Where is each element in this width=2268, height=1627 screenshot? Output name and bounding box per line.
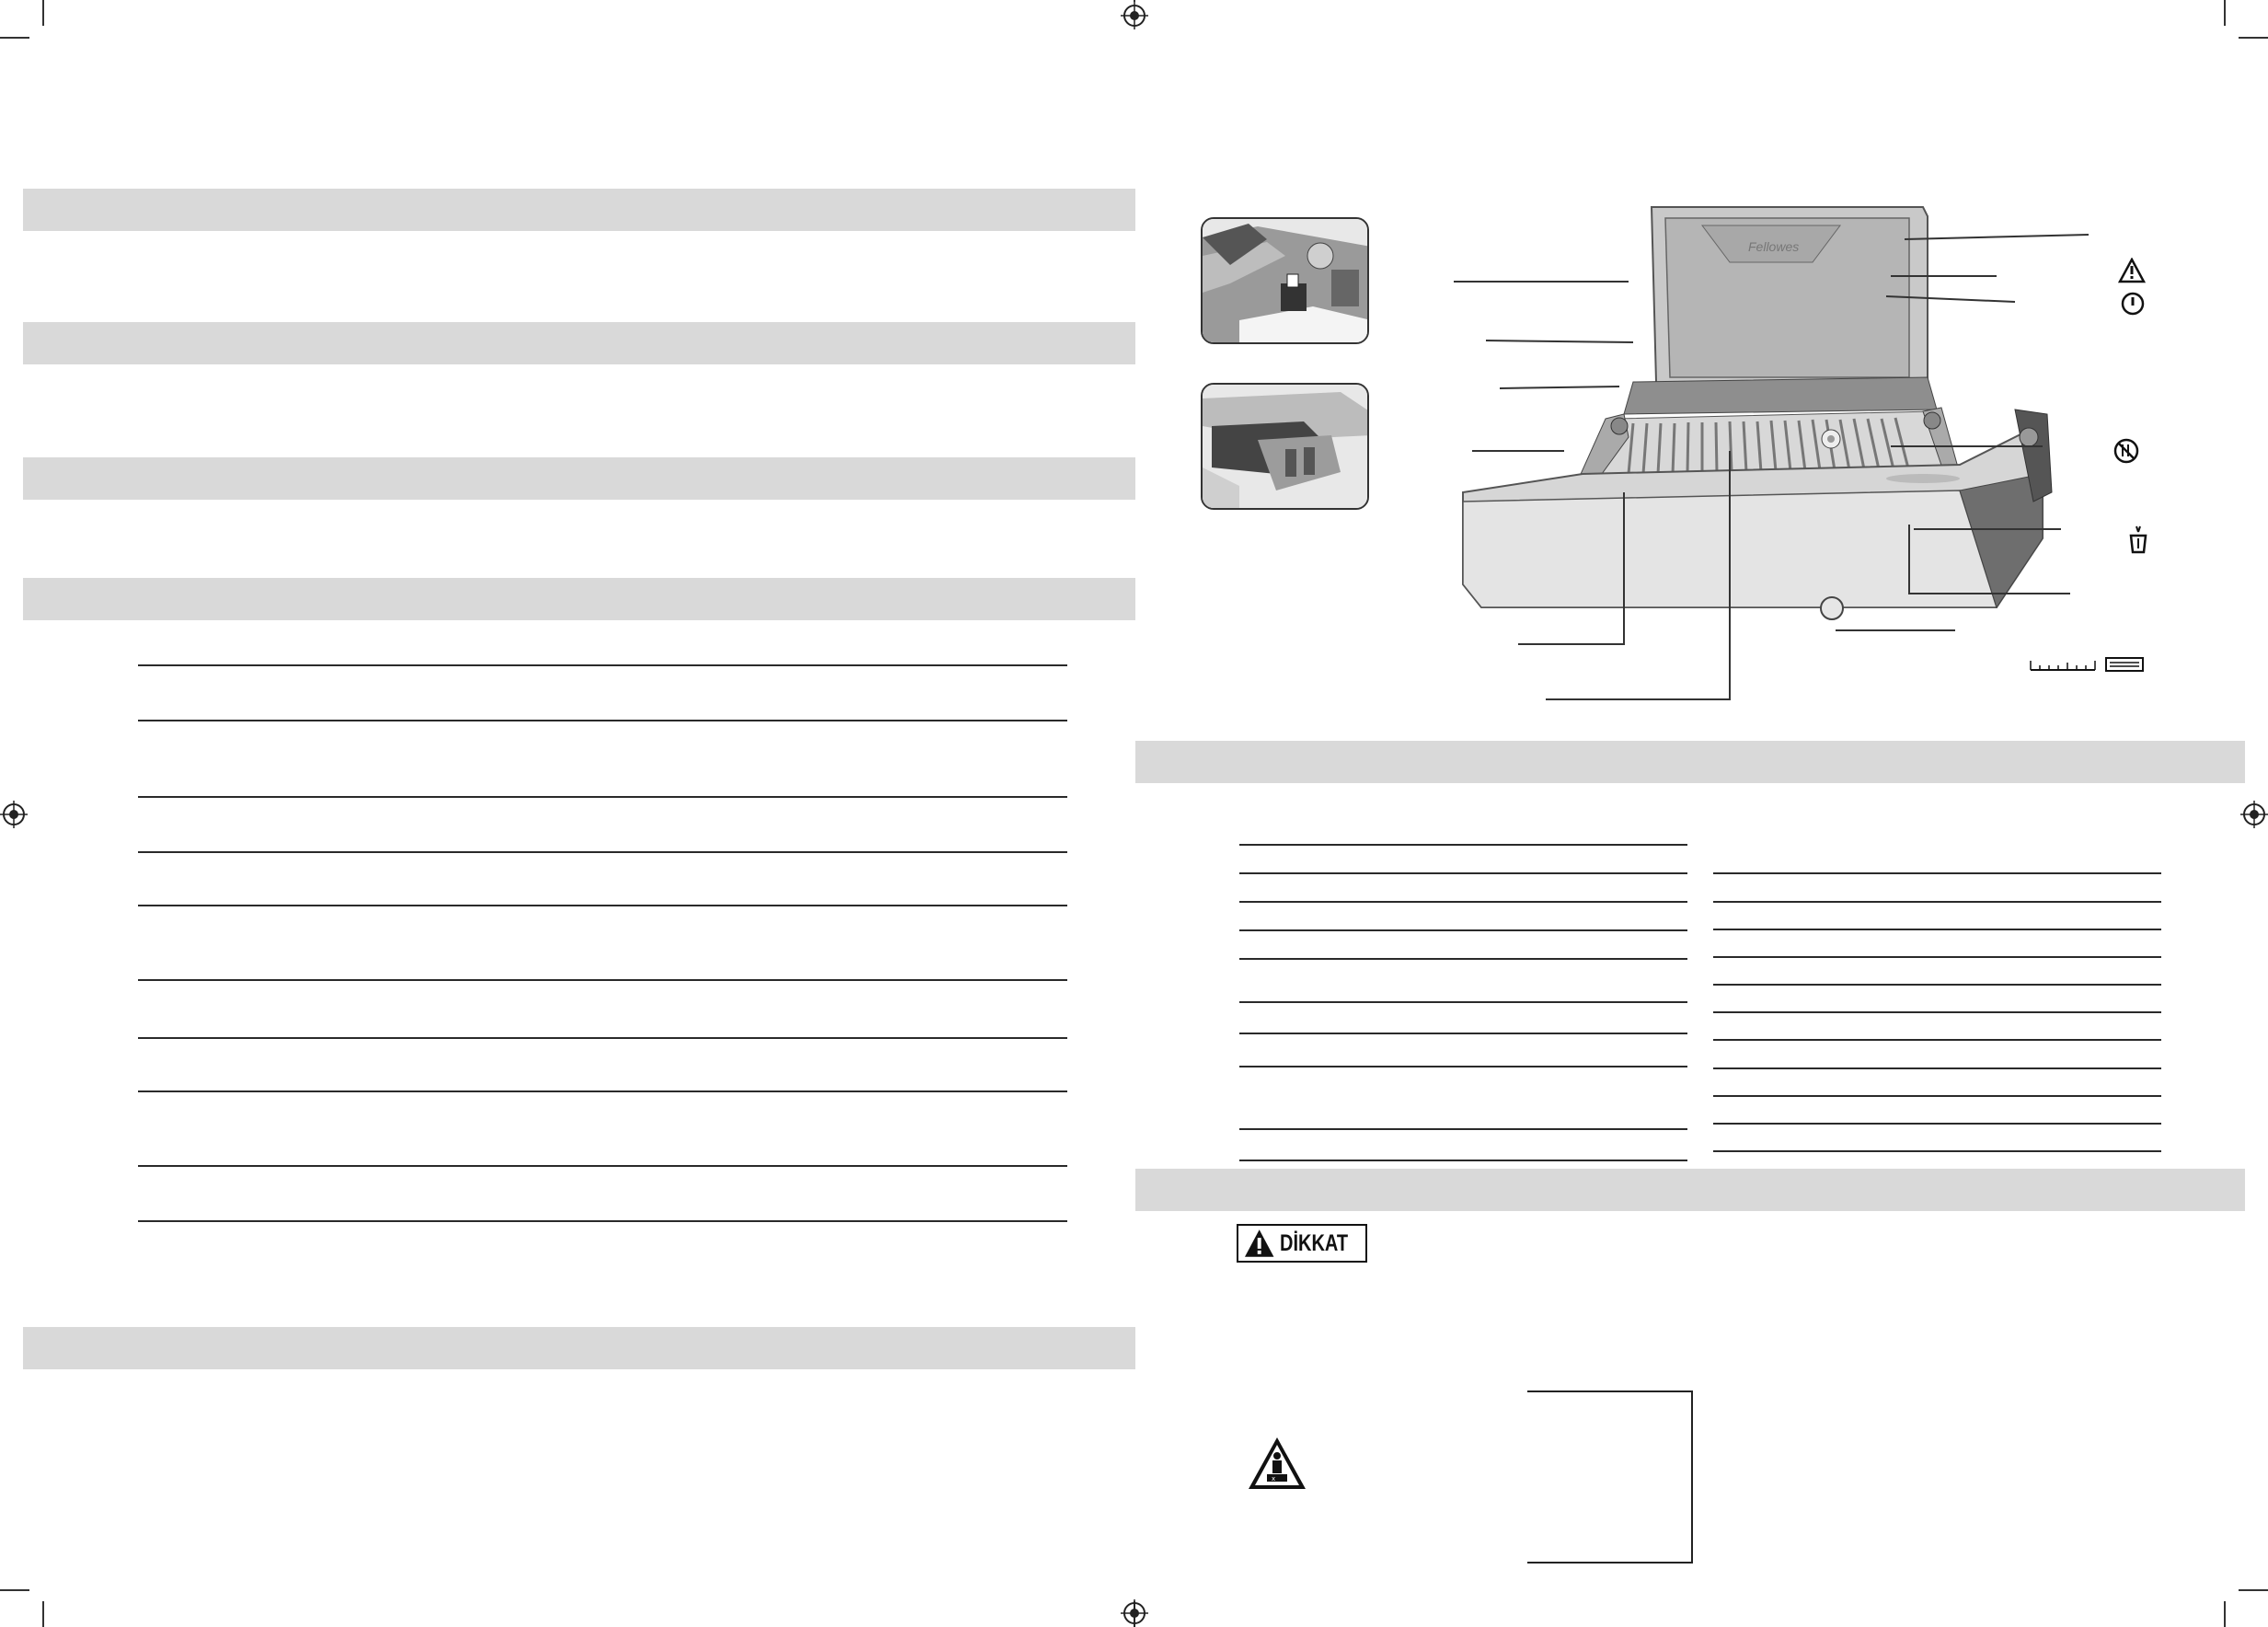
table-row-rule bbox=[138, 1090, 1067, 1092]
notice-box bbox=[1527, 1390, 1693, 1564]
section-header-band bbox=[23, 189, 1135, 231]
crop-mark-top-right-h bbox=[2239, 37, 2268, 39]
section-header-band bbox=[23, 578, 1135, 620]
registration-mark-icon bbox=[0, 801, 28, 828]
warning-triangle-icon bbox=[1244, 1229, 1274, 1258]
crop-mark-bottom-left-h bbox=[0, 1589, 29, 1591]
power-icon bbox=[2120, 291, 2146, 317]
warning-label bbox=[1237, 1224, 1367, 1263]
svg-text:x: x bbox=[1272, 1475, 1276, 1483]
callout-lines bbox=[1445, 221, 2089, 704]
table-row-rule bbox=[138, 1220, 1067, 1222]
section-header-band bbox=[23, 322, 1135, 364]
table-row-rule bbox=[138, 720, 1067, 721]
table-row-rule bbox=[138, 664, 1067, 666]
detail-thumbnail-switch bbox=[1201, 217, 1369, 344]
crop-mark-top-left-h bbox=[0, 37, 29, 39]
crop-mark-bottom-left-v bbox=[42, 1601, 44, 1627]
crop-mark-top-left-v bbox=[42, 0, 44, 26]
warning-label-text: DİKKAT bbox=[1280, 1229, 1349, 1256]
section-header-band bbox=[23, 1327, 1135, 1369]
section-header-band bbox=[23, 457, 1135, 500]
section-header-band bbox=[1135, 1169, 2245, 1211]
detail-thumbnail-tray bbox=[1201, 383, 1369, 510]
table-row-rule bbox=[138, 851, 1067, 853]
no-tools-icon bbox=[2112, 436, 2141, 466]
ruler-icon bbox=[2029, 655, 2148, 674]
table-row-rule bbox=[138, 979, 1067, 981]
table-row-rule bbox=[138, 796, 1067, 798]
waste-bin-icon bbox=[2127, 525, 2149, 556]
device-brand-text: Fellowes bbox=[1748, 239, 1800, 254]
crop-mark-top-right-v bbox=[2224, 0, 2226, 26]
registration-mark-icon bbox=[1121, 2, 1148, 29]
crop-mark-bottom-right-h bbox=[2239, 1589, 2268, 1591]
table-row-rule bbox=[138, 905, 1067, 906]
crop-mark-bottom-right-v bbox=[2224, 1601, 2226, 1627]
warning-triangle-icon bbox=[2118, 258, 2146, 283]
registration-mark-icon bbox=[1121, 1599, 1148, 1627]
hazard-person-icon bbox=[1247, 1436, 1307, 1491]
table-row-rule bbox=[138, 1165, 1067, 1167]
section-header-band bbox=[1135, 741, 2245, 783]
registration-mark-icon bbox=[2240, 801, 2268, 828]
table-row-rule bbox=[138, 1037, 1067, 1039]
